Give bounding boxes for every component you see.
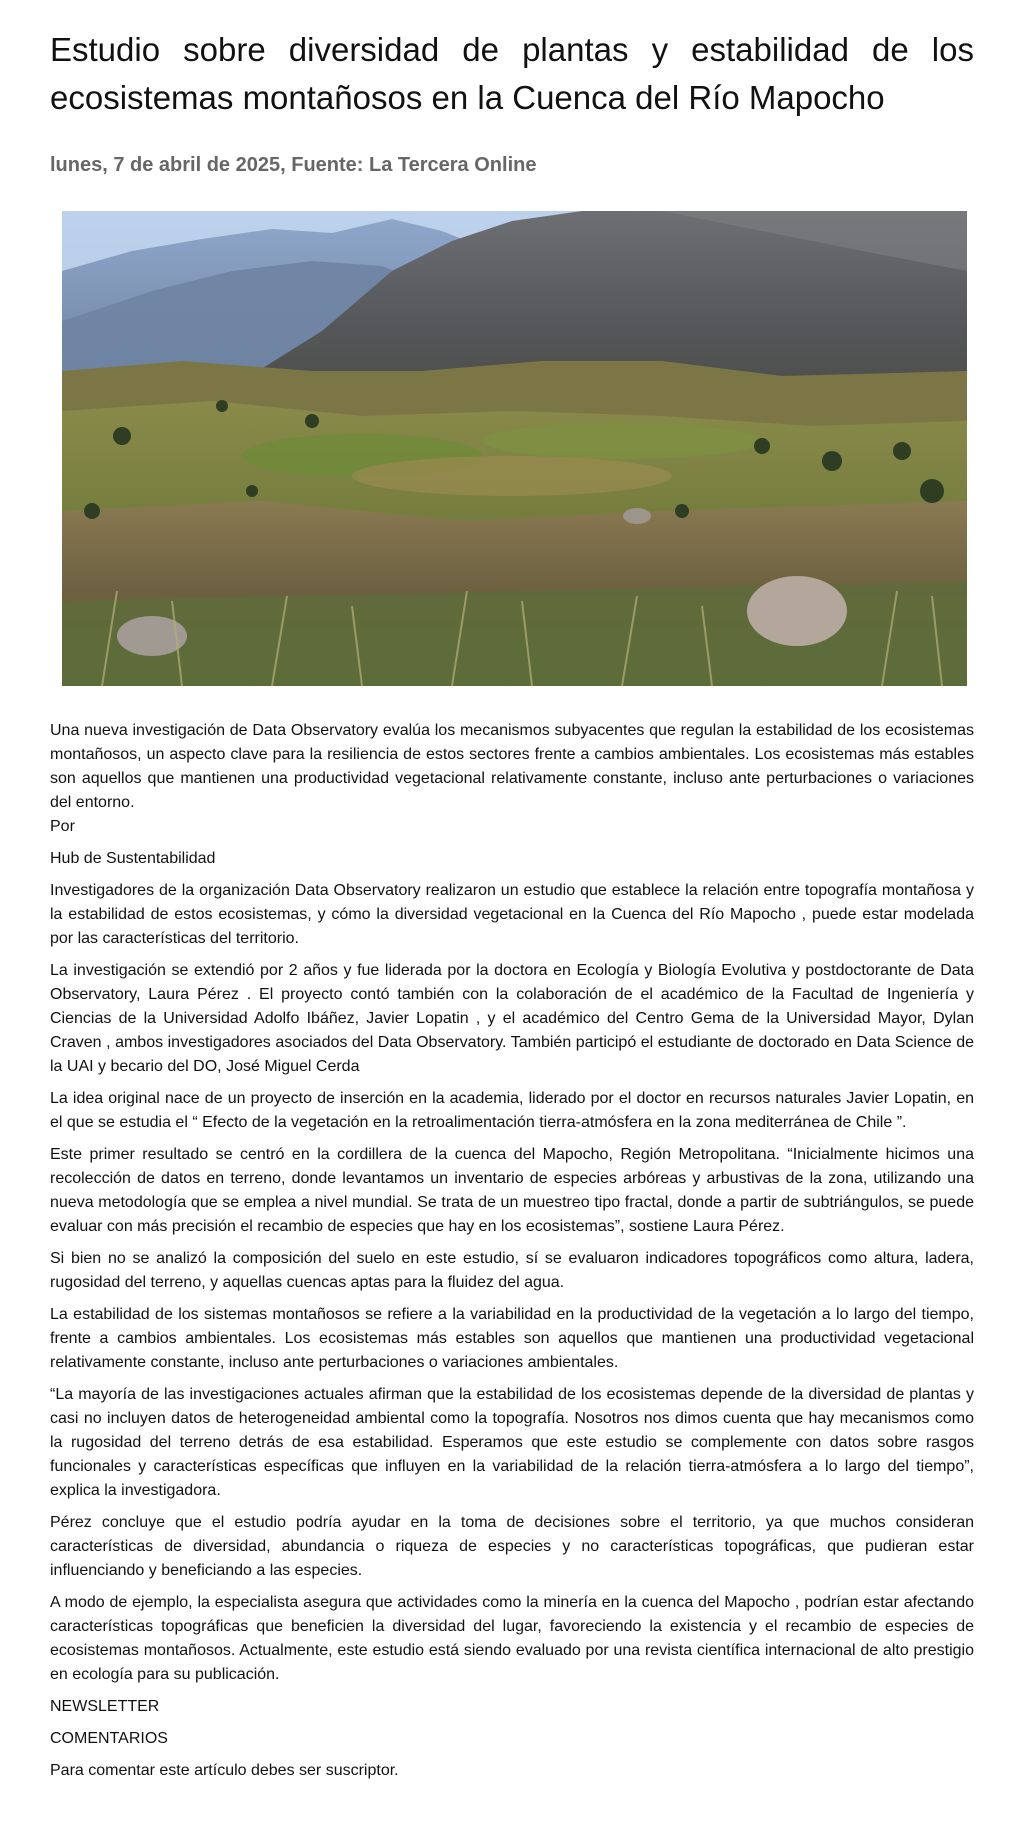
article-body: [50, 719, 974, 1783]
article-paragraph: “La mayoría de las investigaciones actuales afirman que la estabilidad de los ecosistemas depende de la diversidad de plantas y casi no incluyen datos de heterogeneidad ambiental como la topografía. Nosotros nos dimos cuenta que hay mecanismos como la rugosidad del terreno detrás de esa estabilidad. Esperamos que este estudio se complemente con datos sobre rasgos funcionales y características específicas que influyen en la variabilidad de la relación tierra-atmósfera a lo largo del tiempo”, explica la investigadora.: [50, 1386, 974, 1499]
article-paragraph: A modo de ejemplo, la especialista asegura que actividades como la minería en la cuenca del Mapocho , podrían estar afectando características topográficas que beneficien la diversidad del lugar, favoreciendo la existencia y el recambio de especies de ecosistemas montañosos. Actualmente, este estudio está siendo evaluado por una revista científica internacional de alto prestigio en ecología para su publicación.: [50, 1594, 974, 1683]
article-paragraph: La investigación se extendió por 2 años y fue liderada por la doctora en Ecología y Biología Evolutiva y postdoctorante de Data Observatory, Laura Pérez . El proyecto contó también con la colaboración de el académico de la Facultad de Ingeniería y Ciencias de la Universidad Adolfo Ibáñez, Javier Lopatin , y el académico del Centro Gema de la Universidad Mayor, Dylan Craven , ambos investigadores asociados del Data Observatory. También participó el estudiante de doctorado en Data Science de la UAI y becario del DO, José Miguel Cerda: [50, 962, 974, 1075]
article-paragraph: La estabilidad de los sistemas montañosos se refiere a la variabilidad en la productividad de la vegetación a lo largo del tiempo, frente a cambios ambientales. Los ecosistemas más estables son aquellos que mantienen una productividad vegetacional relativamente constante, incluso ante perturbaciones o variaciones ambientales.: [50, 1306, 974, 1371]
article-dateline: lunes, 7 de abril de 2025, Fuente: La Tercera Online: [50, 154, 537, 176]
article-paragraph: La idea original nace de un proyecto de inserción en la academia, liderado por el doctor en recursos naturales Javier Lopatin, en el que se estudia el “ Efecto de la vegetación en la retroalimentación tierra-atmósfera en la zona mediterránea de Chile ”.: [50, 1090, 974, 1131]
article-paragraph: Si bien no se analizó la composición del suelo en este estudio, sí se evaluaron indicadores topográficos como altura, ladera, rugosidad del terreno, y aquellas cuencas aptas para la fluidez del agua.: [50, 1250, 974, 1291]
article-lead: Una nueva investigación de Data Observatory evalúa los mecanismos subyacentes que regulan la estabilidad de los ecosistemas montañosos, un aspecto clave para la resiliencia de estos sectores frente a cambios ambientales. Los ecosistemas más estables son aquellos que mantienen una productividad vegetacional relativamente constante, incluso ante perturbaciones o variaciones del entorno.: [50, 722, 974, 811]
byline-label: Por: [50, 818, 75, 835]
mountain-landscape-photo-icon: [62, 211, 967, 686]
comments-subscriber-notice: Para comentar este artículo debes ser suscriptor.: [50, 1762, 399, 1779]
article-paragraph: Este primer resultado se centró en la cordillera de la cuenca del Mapocho, Región Metropolitana. “Inicialmente hicimos una recolección de datos en terreno, donde levantamos un inventario de especies arbóreas y arbustivas de la zona, utilizando una nueva metodología que se emplea a nivel mundial. Se trata de un muestreo tipo fractal, donde a partir de subtriángulos, se puede evaluar con más precisión el recambio de especies que hay en los ecosistemas”, sostiene Laura Pérez.: [50, 1146, 974, 1235]
newsletter-heading: NEWSLETTER: [50, 1698, 160, 1715]
article-image: [62, 211, 967, 686]
article-paragraph: Investigadores de la organización Data Observatory realizaron un estudio que establece la relación entre topografía montañosa y la estabilidad de estos ecosistemas, y cómo la diversidad vegetacional en la Cuenca del Río Mapocho , puede estar modelada por las características del territorio.: [50, 882, 974, 947]
byline-author: Hub de Sustentabilidad: [50, 850, 216, 867]
comments-heading: COMENTARIOS: [50, 1730, 168, 1747]
article-paragraph: Pérez concluye que el estudio podría ayudar en la toma de decisiones sobre el territorio, ya que muchos consideran características de diversidad, abundancia o riqueza de especies y no características topográficas, que pudieran estar influenciando y beneficiando a las especies.: [50, 1514, 974, 1579]
article-title: Estudio sobre diversidad de plantas y estabilidad de los ecosistemas montañosos en la Cuenca del Río Mapocho: [50, 31, 974, 116]
